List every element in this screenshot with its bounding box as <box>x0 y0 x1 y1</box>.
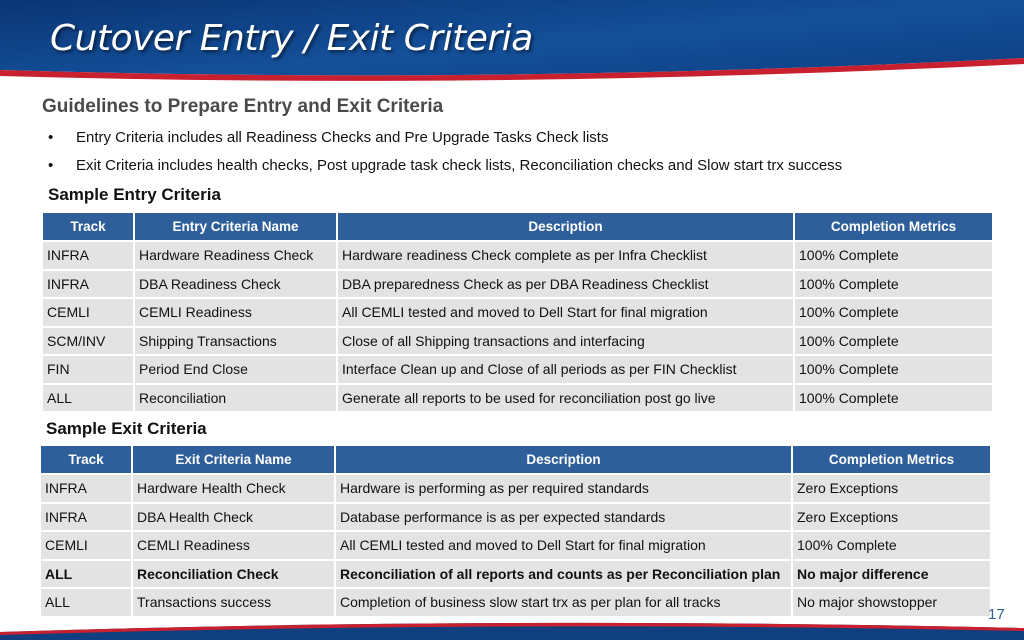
list-item <box>48 126 842 154</box>
table-header-row <box>43 213 992 240</box>
cell-name: Reconciliation <box>135 385 336 412</box>
cell-track: CEMLI <box>41 532 131 559</box>
cell-track: SCM/INV <box>43 328 133 355</box>
cell-metrics: 100% Complete <box>795 271 992 298</box>
table-row <box>43 385 992 412</box>
cell-name: Shipping Transactions <box>135 328 336 355</box>
exit-criteria-heading: Sample Exit Criteria <box>46 419 207 438</box>
cell-description: All CEMLI tested and moved to Dell Start for final migration <box>336 532 791 559</box>
cell-metrics: 100% Complete <box>795 242 992 269</box>
table-row <box>41 589 990 616</box>
table-row <box>43 356 992 383</box>
cell-metrics: 100% Complete <box>795 328 992 355</box>
cell-track: ALL <box>41 561 131 588</box>
slide-title: Cutover Entry / Exit Criteria <box>50 18 533 59</box>
table-row <box>43 271 992 298</box>
cell-description: Hardware readiness Check complete as per Infra Checklist <box>338 242 793 269</box>
cell-description: DBA preparedness Check as per DBA Readiness Checklist <box>338 271 793 298</box>
cell-metrics: 100% Complete <box>795 385 992 412</box>
table-row <box>43 299 992 326</box>
cell-name: Transactions success <box>133 589 334 616</box>
cell-track: INFRA <box>43 271 133 298</box>
column-header-description: Description <box>338 213 793 240</box>
entry-criteria-table <box>41 211 994 413</box>
cell-track: INFRA <box>43 242 133 269</box>
cell-name: Hardware Readiness Check <box>135 242 336 269</box>
list-item <box>48 154 842 182</box>
column-header-name: Exit Criteria Name <box>133 446 334 473</box>
column-header-track: Track <box>43 213 133 240</box>
cell-track: ALL <box>41 589 131 616</box>
cell-description: Close of all Shipping transactions and interfacing <box>338 328 793 355</box>
cell-track: CEMLI <box>43 299 133 326</box>
cell-track: INFRA <box>41 504 131 531</box>
cell-description: Generate all reports to be used for reconciliation post go live <box>338 385 793 412</box>
footer-swoosh <box>0 614 1024 640</box>
cell-track: INFRA <box>41 475 131 502</box>
guidelines-heading: Guidelines to Prepare Entry and Exit Criteria <box>42 96 444 117</box>
cell-name: Period End Close <box>135 356 336 383</box>
cell-description: Reconciliation of all reports and counts as per Reconciliation plan <box>336 561 791 588</box>
cell-metrics: No major difference <box>793 561 990 588</box>
cell-metrics: 100% Complete <box>795 299 992 326</box>
cell-name: DBA Readiness Check <box>135 271 336 298</box>
cell-metrics: Zero Exceptions <box>793 475 990 502</box>
table-row <box>43 328 992 355</box>
cell-name: CEMLI Readiness <box>135 299 336 326</box>
table-row <box>41 475 990 502</box>
header-banner <box>0 0 1024 92</box>
exit-criteria-table <box>39 444 992 618</box>
cell-track: FIN <box>43 356 133 383</box>
cell-name: CEMLI Readiness <box>133 532 334 559</box>
cell-metrics: Zero Exceptions <box>793 504 990 531</box>
column-header-metrics: Completion Metrics <box>793 446 990 473</box>
cell-name: Hardware Health Check <box>133 475 334 502</box>
cell-description: Database performance is as per expected standards <box>336 504 791 531</box>
cell-metrics: No major showstopper <box>793 589 990 616</box>
bullet-symbol: • <box>48 157 54 174</box>
cell-description: All CEMLI tested and moved to Dell Start for final migration <box>338 299 793 326</box>
guidelines-list <box>48 126 842 182</box>
cell-name: DBA Health Check <box>133 504 334 531</box>
bullet-symbol: • <box>48 129 54 146</box>
column-header-name: Entry Criteria Name <box>135 213 336 240</box>
table-row <box>41 504 990 531</box>
column-header-description: Description <box>336 446 791 473</box>
cell-metrics: 100% Complete <box>793 532 990 559</box>
column-header-track: Track <box>41 446 131 473</box>
cell-description: Completion of business slow start trx as per plan for all tracks <box>336 589 791 616</box>
column-header-metrics: Completion Metrics <box>795 213 992 240</box>
cell-description: Hardware is performing as per required standards <box>336 475 791 502</box>
bullet-text: Entry Criteria includes all Readiness Checks and Pre Upgrade Tasks Check lists <box>76 129 609 146</box>
cell-description: Interface Clean up and Close of all periods as per FIN Checklist <box>338 356 793 383</box>
table-row <box>43 242 992 269</box>
cell-track: ALL <box>43 385 133 412</box>
table-row <box>41 532 990 559</box>
bullet-text: Exit Criteria includes health checks, Post upgrade task check lists, Reconciliation checks and Slow start trx success <box>76 157 843 174</box>
table-row <box>41 561 990 588</box>
cell-metrics: 100% Complete <box>795 356 992 383</box>
table-header-row <box>41 446 990 473</box>
entry-criteria-heading: Sample Entry Criteria <box>48 185 221 204</box>
page-number: 17 <box>988 606 1005 623</box>
cell-name: Reconciliation Check <box>133 561 334 588</box>
